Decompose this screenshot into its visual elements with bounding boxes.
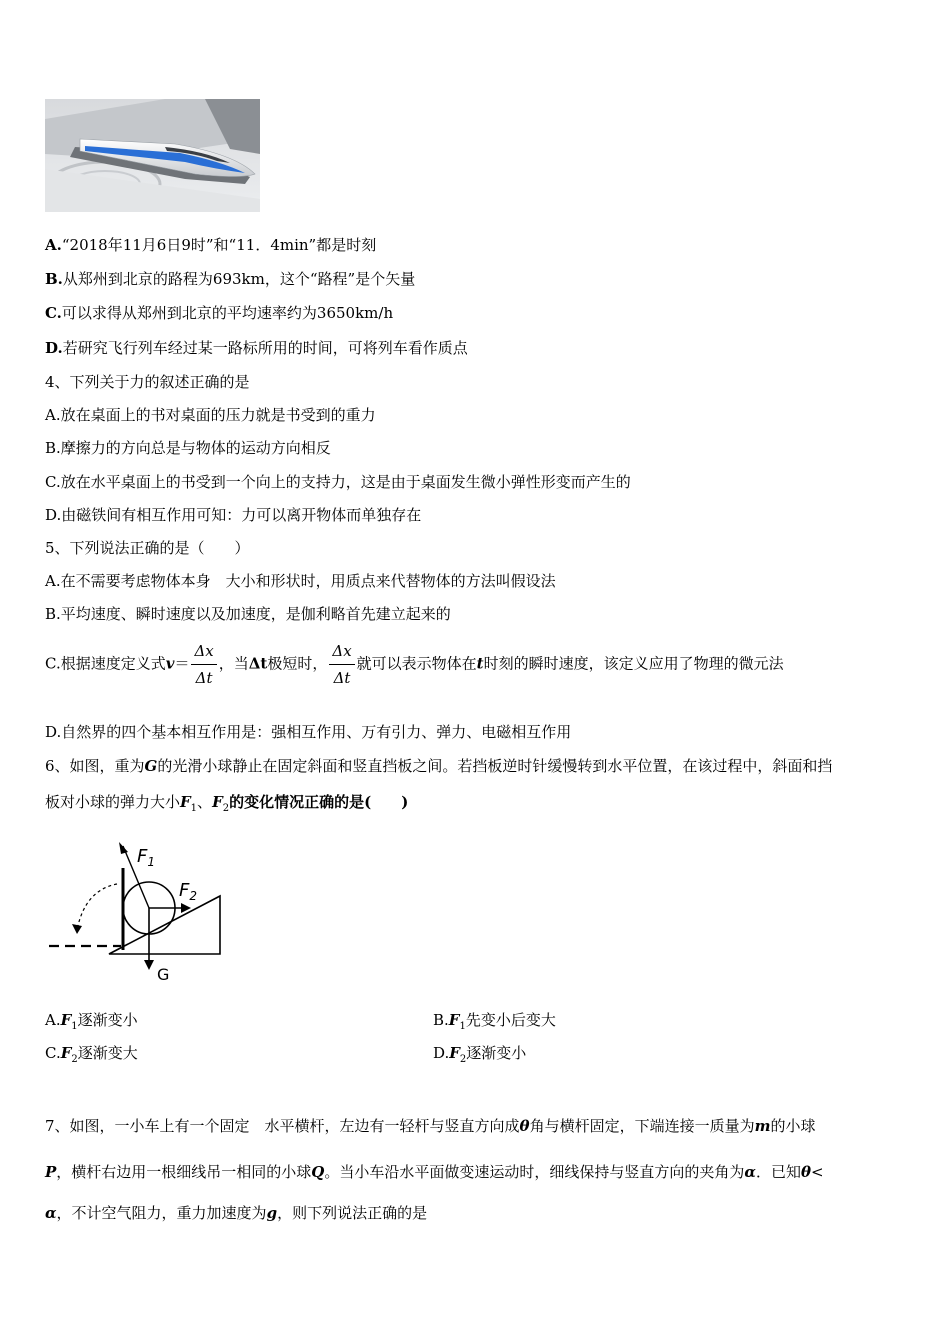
stem-text: 的变化情况正确的是( ) [229,793,409,811]
subscript: 1 [190,803,198,814]
delta-t-symbol: Δt [248,654,268,673]
q5-stem: 5、下列说法正确的是（ ） [45,539,250,557]
stem-text: 的小球 [770,1117,816,1135]
option-letter: B. [433,1011,449,1029]
option-text: 逐渐变小 [466,1044,527,1062]
option-text: 逐渐变大 [77,1044,138,1062]
less-than-sign: < [810,1163,824,1181]
q6-option-b [433,1010,556,1037]
q5-option-b: B.平均速度、瞬时速度以及加速度，是伽利略首先建立起来的 [45,605,451,623]
mass-symbol: m [754,1117,771,1135]
q4-option-d: D.由磁铁间有相互作用可知：力可以离开物体而单独存在 [45,506,422,524]
separator: 、 [197,793,213,811]
q6-option-d [433,1043,526,1070]
stem-text: 角与横杆固定，下端连接一质量为 [529,1117,755,1135]
ball-incline-diagram [45,838,235,983]
stem-text: ，横杆右边用一根细线吊一相同的小球 [56,1163,312,1181]
option-letter: B. [45,270,63,288]
option-text: C.根据速度定义式 [45,654,166,673]
stem-text: ，不计空气阻力，重力加速度为 [56,1204,267,1222]
q7-stem-line3 [45,1203,427,1223]
time-symbol: t [476,654,484,673]
q4-option-b: B.摩擦力的方向总是与物体的运动方向相反 [45,439,331,457]
f1-arrowhead [119,842,128,854]
force-symbol: F [448,1011,460,1029]
option-text: 就可以表示物体在 [356,654,477,673]
subscript: 2 [222,803,230,814]
stem-text: 的光滑小球静止在固定斜面和竖直挡板之间。若挡板逆时针缓慢转到水平位置，在该过程中，斜面和挡 [157,757,833,775]
stem-text: ．已知 [755,1163,801,1181]
f2-label: $F_2$ [179,880,197,903]
q6-option-c [45,1043,138,1070]
option-text: 若研究飞行列车经过某一路标所用的时间，可将列车看作质点 [62,339,468,357]
option-text: 从郑州到北京的路程为693km，这个“路程”是个矢量 [62,270,416,288]
q6-option-a [45,1010,138,1037]
option-letter: C. [45,1044,61,1062]
stem-text: 7、如图，一小车上有一个固定 水平横杆，左边有一轻杆与竖直方向成 [45,1117,520,1135]
q3-option-a [45,235,376,255]
subscript: 2 [459,1054,467,1065]
rotation-arrowhead [72,924,82,934]
option-text: 极短时， [267,654,328,673]
stem-text: ，则下列说法正确的是 [277,1204,428,1222]
option-text: “2018年11月6日9时”和“11．4min”都是时刻 [61,236,377,254]
delta-x-over-delta-t-fraction-2 [329,640,354,689]
velocity-symbol: v [165,654,175,673]
subscript: 1 [459,1021,466,1032]
force-f1-symbol: F [180,793,191,811]
equals-sign: ＝ [174,654,190,673]
g-label: G [157,965,170,983]
option-letter: A. [45,1011,61,1029]
q3-option-d [45,338,468,358]
theta-symbol: θ [800,1163,811,1181]
delta-x-over-delta-t-fraction [191,640,216,689]
option-letter: C. [45,304,62,322]
q7-stem-line2 [45,1162,824,1182]
stem-text: 6、如图，重为 [45,757,145,775]
option-letter: D. [433,1044,450,1062]
q5-option-c [45,640,784,689]
force-symbol: F [60,1044,72,1062]
q4-stem: 4、下列关于力的叙述正确的是 [45,373,250,391]
option-text: ，当 [218,654,249,673]
q5-option-a: A.在不需要考虑物体本身 大小和形状时，用质点来代替物体的方法叫假设法 [45,572,556,590]
q4-option-a: A.放在桌面上的书对桌面的压力就是书受到的重力 [45,406,376,424]
incline [109,896,220,954]
option-letter: D. [45,339,63,357]
force-symbol: F [60,1011,72,1029]
option-letter: A. [45,236,62,254]
force-f2-symbol: F [212,793,223,811]
weight-symbol: G [144,757,158,775]
option-text: 时刻的瞬时速度，该定义应用了物理的微元法 [483,654,784,673]
subscript: 2 [71,1054,78,1065]
fraction-numerator: Δx [329,640,354,665]
rotation-arc [77,884,117,930]
fraction-denominator: Δt [195,669,213,687]
q5-option-d: D.自然界的四个基本相互作用是：强相互作用、万有引力、弹力、电磁相互作用 [45,723,572,741]
q4-option-c: C.放在水平桌面上的书受到一个向上的支持力，这是由于桌面发生微小弹性形变而产生的 [45,473,631,491]
ball-q-symbol: Q [311,1163,325,1181]
alpha-symbol: α [45,1204,57,1222]
force-symbol: F [449,1044,460,1062]
maglev-train-image [45,99,260,212]
q6-stem-line2 [45,792,408,819]
fraction-numerator: Δx [191,640,216,665]
option-text: 先变小后变大 [465,1011,556,1029]
g-arrowhead [144,960,154,970]
option-text: 可以求得从郑州到北京的平均速率约为3650km/h [61,304,394,322]
q7-stem-line1 [45,1116,815,1136]
q6-stem-line1 [45,756,832,776]
option-text: 逐渐变小 [77,1011,138,1029]
alpha-symbol: α [744,1163,756,1181]
stem-text: 。当小车沿水平面做变速运动时，细线保持与竖直方向的夹角为 [324,1163,745,1181]
fraction-denominator: Δt [333,669,351,687]
ball-p-symbol: P [45,1163,57,1181]
subscript: 1 [71,1021,78,1032]
q3-option-b [45,269,415,289]
f1-label: $F_1$ [137,846,155,869]
q3-option-c [45,303,393,323]
theta-symbol: θ [519,1117,530,1135]
gravity-symbol: g [266,1204,278,1222]
stem-text: 板对小球的弹力大小 [45,793,181,811]
